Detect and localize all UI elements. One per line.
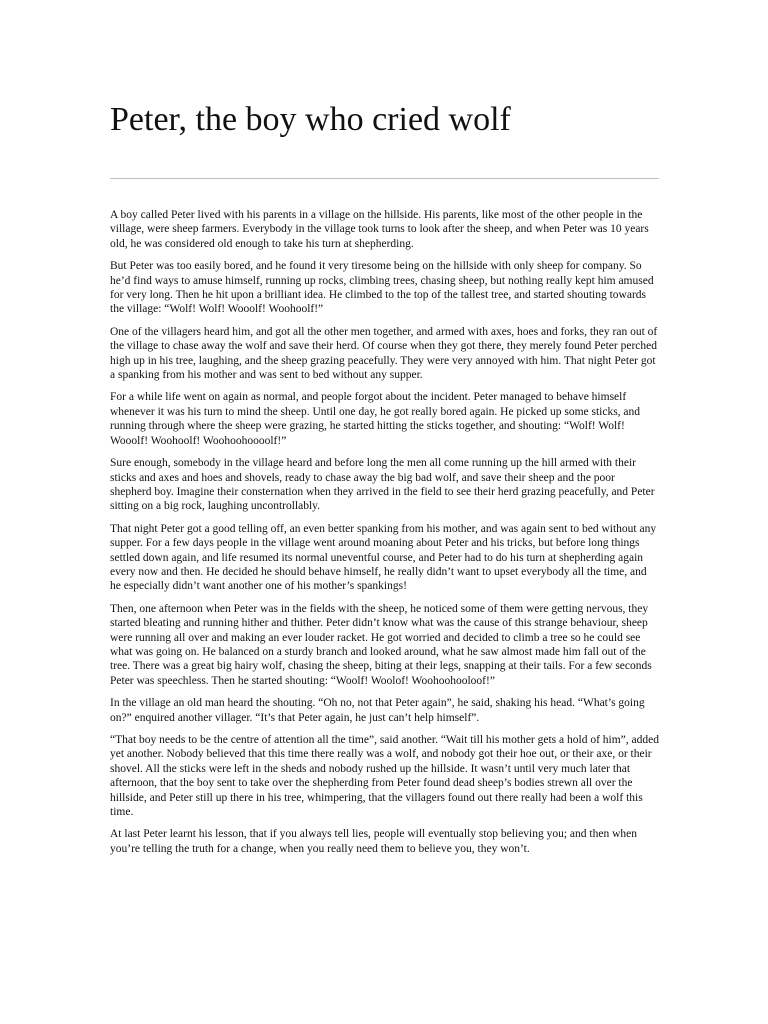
paragraph: That night Peter got a good telling off, an even better spanking from his mother, and was again sent to bed without any supper. For a few days people in the village went around moaning about Peter and his tricks, but before long things settled down again, and life resumed its normal uneventful course, and Peter had to do his turn at shepherding again every now and then. He decided he should behave himself, he really didn’t want to upset everybody all the time, and he especially didn’t want another one of his mother’s spankings! [110, 522, 657, 593]
paragraph: In the village an old man heard the shouting. “Oh no, not that Peter again”, he said, shaking his head. “What’s going on?” enquired another villager. “It’s that Peter again, he just can’t help himself”. [110, 697, 645, 724]
paragraph: For a while life went on again as normal, and people forgot about the incident. Peter managed to behave himself whenever it was his turn to mind the sheep. Until one day, he got really bored again. He picked up some sticks, and running through where the sheep were grazing, he started hitting the sticks together, and shouting: “Wolf! Wolf! Wooolf! Woohoolf! Woohoohoooolf!” [110, 391, 641, 447]
paragraph: At last Peter learnt his lesson, that if you always tell lies, people will eventually stop believing you; and then when you’re telling the truth for a change, when you really need them to believe you, they won’t. [110, 828, 637, 855]
page-title: Peter, the boy who cried wolf [110, 101, 511, 138]
paragraph: Then, one afternoon when Peter was in the fields with the sheep, he noticed some of them were getting nervous, they started bleating and running hither and thither. Peter didn’t know what was the cause of this strange behaviour, sheep were running all over and making an ever louder racket. He got worried and decided to climb a tree so he could see what was going on. He balanced on a sturdy branch and looked around, what he saw almost made him fall out of the tree. There was a great big hairy wolf, chasing the sheep, biting at their legs, snapping at their tails. For a few seconds Peter was speechless. Then he started shouting: “Woolf! Woolof! Woohoohooloof!” [110, 602, 652, 687]
paragraph: “That boy needs to be the centre of attention all the time”, said another. “Wait till his mother gets a hold of him”, added yet another. Nobody believed that this time there really was a wolf, and nobody got their hoe out, or their axe, or their shovel. All the sticks were left in the sheds and nobody rushed up the hillside. It wasn’t until very much later that afternoon, that the boy sent to take over the shepherding from Peter found dead sheep’s bodies strewn all over the hillside, and Peter still up there in his tree, whimpering, that the villagers found out there really had been a wolf this time. [110, 734, 659, 819]
paragraph: Sure enough, somebody in the village heard and before long the men all come running up the hill armed with their sticks and axes and hoes and shovels, ready to chase away the big bad wolf, and save their sheep and the poor shepherd boy. Imagine their consternation when they arrived in the field to see their herd grazing peacefully, and Peter sitting on a big rock, laughing uncontrollably. [110, 457, 655, 513]
title-divider [110, 178, 659, 179]
paragraph: But Peter was too easily bored, and he found it very tiresome being on the hillside with only sheep for company. So he’d find ways to amuse himself, running up rocks, climbing trees, chasing sheep, but nothing really kept him amused for very long. Then he hit upon a brilliant idea. He climbed to the top of the tallest tree, and started shouting towards the village: “Wolf! Wolf! Wooolf! Woohoolf!” [110, 260, 654, 316]
paragraph: One of the villagers heard him, and got all the other men together, and armed with axes, hoes and forks, they ran out of the village to chase away the wolf and save their herd. Of course when they got there, they merely found Peter perched high up in his tree, laughing, and the sheep grazing peacefully. They were very annoyed with him. That night Peter got a spanking from his mother and was sent to bed without any supper. [110, 325, 658, 382]
story-body [110, 208, 659, 864]
paragraph: A boy called Peter lived with his parents in a village on the hillside. His parents, like most of the other people in the village, were sheep farmers. Everybody in the village took turns to look after the sheep, and when Peter was 10 years old, he was considered old enough to take his turn at shepherding. [110, 209, 649, 250]
